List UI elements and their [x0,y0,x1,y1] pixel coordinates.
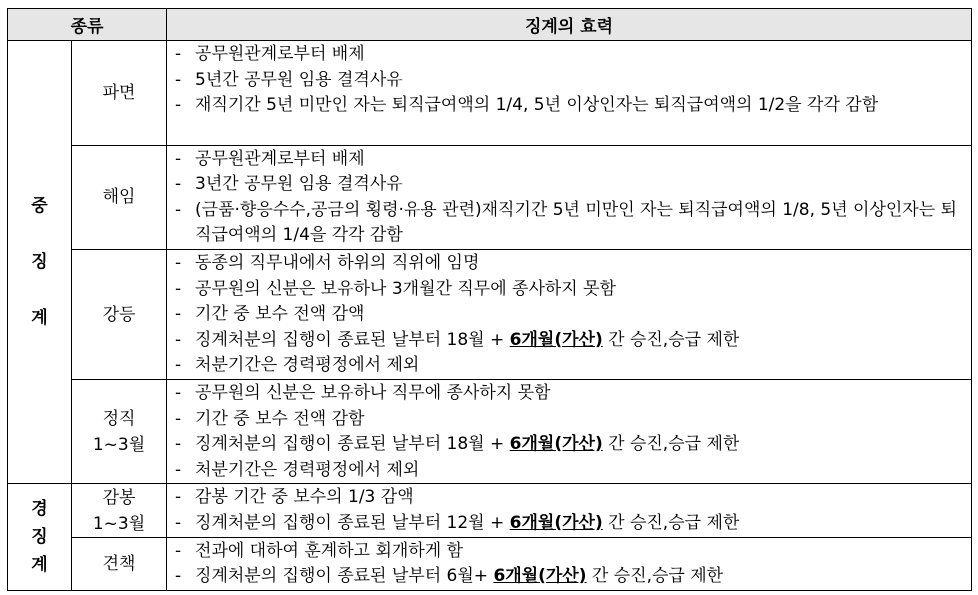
effect-list [175,539,963,590]
header-type: 종류 [8,9,167,41]
list-item [175,68,963,94]
group-char: 계 [31,308,48,329]
effect-text: 기간 중 보수 전액 감액 [195,304,365,324]
row-effects [167,41,972,145]
bullet-dash: - [175,459,182,480]
effect-text: (금품·향응수수,공금의 횡령·유용 관련)재직기간 5년 미만인 자는 퇴직급여액의 1/8, 5년 이상인자는 퇴직급여액의 1/4을 각각 감함 [195,199,957,246]
row-name [72,250,167,380]
bullet-dash: - [175,278,182,299]
list-item [175,42,963,68]
table-row [8,145,972,249]
bullet-dash: - [175,383,182,404]
table-row [8,484,972,537]
list-item [175,328,963,354]
row-name [72,537,167,590]
effect-text: 징계처분의 집행이 종료된 날부터 6월+ [195,566,494,587]
group-char: 계 [31,555,48,576]
row-name-text: 1~3월 [92,434,146,455]
effect-list [175,42,963,119]
effect-text: 동종의 직무내에서 하위의 직위에 임명 [195,253,480,273]
row-name-text: 견책 [102,553,136,574]
bullet-dash: - [175,487,182,508]
effect-text: 3년간 공무원 임용 결격사유 [195,174,403,195]
header-effect: 징계의 효력 [167,9,972,41]
effect-text: 감봉 기간 중 보수의 1/3 감액 [195,487,414,508]
effect-text: 5년간 공무원 임용 결격사유 [195,69,403,90]
effect-list [175,381,963,483]
group-char: 중 [31,196,48,217]
row-effects [167,145,972,249]
list-item [175,564,963,590]
bullet-dash: - [175,148,182,169]
list-item [175,198,963,249]
bullet-dash: - [175,199,182,220]
row-effects [167,484,972,537]
group-char: 징 [31,527,48,548]
effect-text: 간 승진,승급 제한 [602,329,740,350]
emphasis-text: 6개월(가산) [509,434,603,455]
bullet-dash: - [175,44,182,65]
table-row [8,380,972,484]
list-item [175,302,963,328]
bullet-dash: - [175,540,182,561]
row-name [72,484,167,537]
emphasis-text: 6개월(가산) [493,566,587,587]
row-effects [167,537,972,590]
header-row [8,9,972,41]
discipline-table [7,8,972,591]
group-char: 징 [31,252,48,273]
bullet-dash: - [175,512,182,533]
list-item [175,172,963,198]
bullet-dash: - [175,174,182,195]
row-name [72,145,167,249]
effect-text: 처분기간은 경력평정에서 제외 [195,355,420,375]
effect-text: 징계처분의 집행이 종료된 날부터 12월 + [195,512,510,533]
bullet-dash: - [175,304,182,324]
list-item [175,93,963,119]
bullet-dash: - [175,434,182,455]
bullet-dash: - [175,95,182,116]
group-light-discipline [8,484,72,591]
list-item [175,539,963,565]
effect-text: 전과에 대하여 훈계하고 회개하게 함 [195,540,463,561]
bullet-dash: - [175,253,182,273]
effect-list [175,251,963,379]
list-item [175,147,963,173]
effect-text: 징계처분의 집행이 종료된 날부터 18월 + [195,434,510,455]
emphasis-text: 6개월(가산) [509,512,603,533]
effect-list [175,485,963,536]
row-name-text: 강등 [102,304,136,325]
emphasis-text: 6개월(가산) [509,329,603,350]
effect-text: 공무원관계로부터 배제 [195,44,365,65]
row-name-text: 파면 [102,82,136,103]
list-item [175,277,963,303]
list-item [175,407,963,433]
list-item [175,381,963,407]
table-row [8,537,972,590]
row-name-text: 감봉 [102,487,136,508]
row-effects [167,380,972,484]
bullet-dash: - [175,408,182,429]
row-name-text: 1~3월 [92,513,146,534]
effect-text: 징계처분의 집행이 종료된 날부터 18월 + [195,329,510,350]
effect-text: 처분기간은 경력평정에서 제외 [195,459,420,480]
effect-text: 기간 중 보수 전액 감함 [195,408,365,429]
effect-text: 간 승진,승급 제한 [602,434,740,455]
effect-text: 공무원관계로부터 배제 [195,148,365,169]
list-item [175,432,963,458]
effect-list [175,147,963,249]
effect-text: 재직기간 5년 미만인 자는 퇴직급여액의 1/4, 5년 이상인자는 퇴직급여액의 1/2을 각각 감함 [195,95,879,116]
row-name-text: 해임 [102,187,136,208]
bullet-dash: - [175,69,182,90]
list-item [175,511,963,537]
bullet-dash: - [175,566,182,587]
group-char: 경 [31,499,48,520]
row-effects [167,250,972,380]
table-row [8,41,972,145]
effect-text: 공무원의 신분은 보유하나 직무에 종사하지 못함 [195,383,551,404]
list-item [175,251,963,277]
row-name [72,41,167,145]
row-name [72,380,167,484]
effect-text: 공무원의 신분은 보유하나 3개월간 직무에 종사하지 못함 [195,278,616,299]
table-row [8,250,972,380]
list-item [175,353,963,379]
bullet-dash: - [175,355,182,375]
list-item [175,458,963,484]
effect-text: 간 승진,승급 제한 [586,566,724,587]
effect-text: 간 승진,승급 제한 [602,512,740,533]
row-name-text: 정직 [102,408,136,429]
list-item [175,485,963,511]
bullet-dash: - [175,329,182,350]
group-heavy-discipline [8,41,72,484]
